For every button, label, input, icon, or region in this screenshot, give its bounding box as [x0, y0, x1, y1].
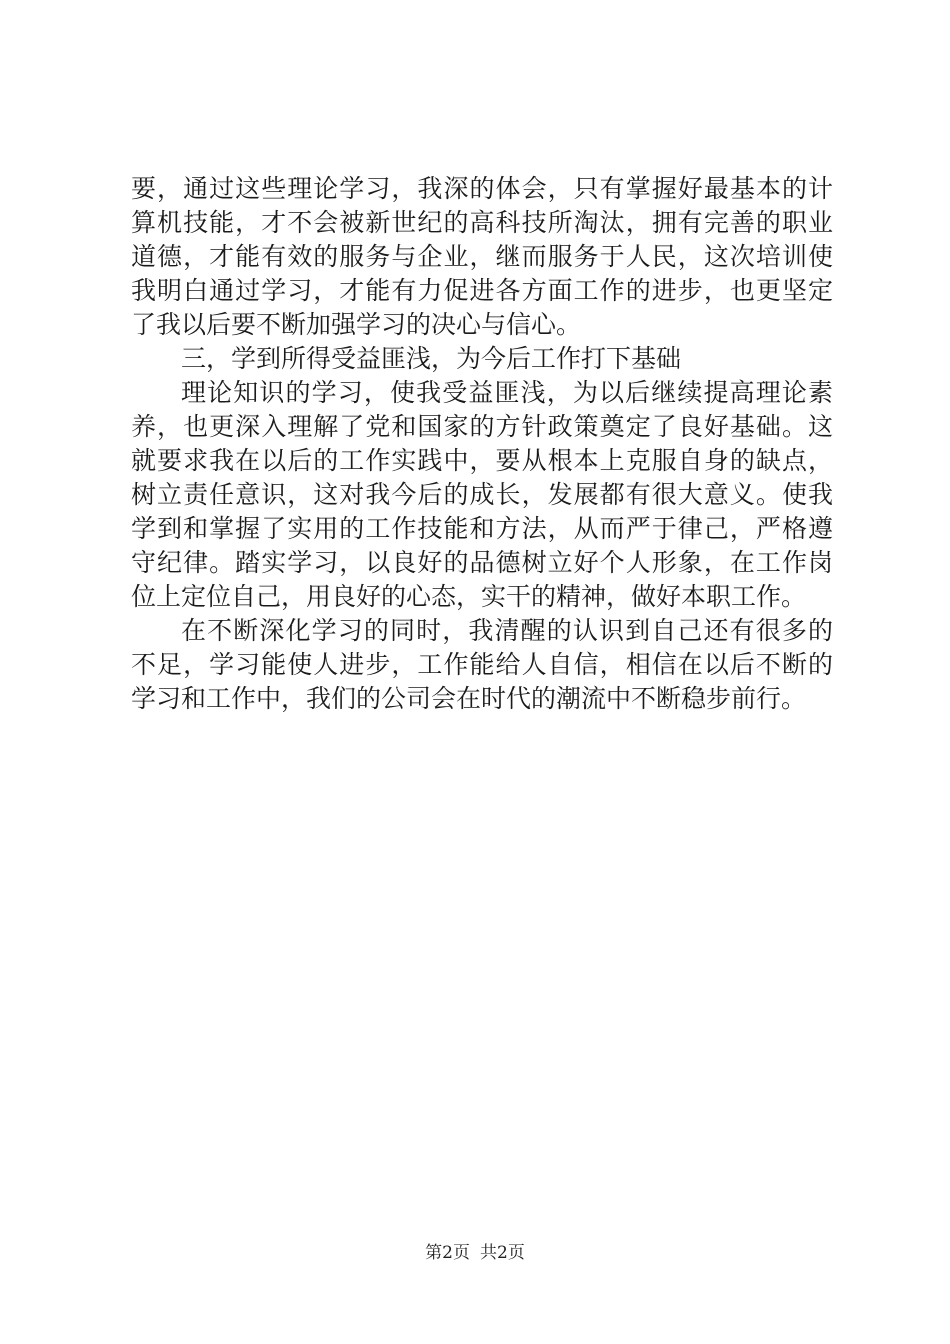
page-total: 共2页 [480, 1243, 525, 1263]
text-line: 要，通过这些理论学习，我深的体会，只有掌握好最基本的计 [131, 174, 833, 203]
text-line: 了我以后要不断加强学习的决心与信心。 [131, 310, 582, 339]
page-number: 第2页 [425, 1243, 470, 1263]
text-line: 就要求我在以后的工作实践中，要从根本上克服自身的缺点， [131, 446, 833, 475]
text-line: 守纪律。踏实学习，以良好的品德树立好个人形象，在工作岗 [131, 548, 833, 577]
paragraph-conclusion [131, 614, 833, 716]
paragraph-continuation [131, 172, 833, 342]
text-line: 位上定位自己，用良好的心态，实干的精神，做好本职工作。 [131, 582, 807, 611]
text-line: 树立责任意识，这对我今后的成长，发展都有很大意义。使我 [131, 480, 833, 509]
section-heading [131, 342, 833, 376]
text-line: 在不断深化学习的同时，我清醒的认识到自己还有很多的 [181, 616, 833, 645]
text-line: 我明白通过学习，才能有力促进各方面工作的进步，也更坚定 [131, 276, 833, 305]
text-line: 学到和掌握了实用的工作技能和方法，从而严于律己，严格遵 [131, 514, 833, 543]
section-heading-text: 三，学到所得受益匪浅，为今后工作打下基础 [181, 344, 682, 373]
page-footer [0, 1242, 950, 1264]
text-line: 不足，学习能使人进步，工作能给人自信，相信在以后不断的 [131, 650, 833, 679]
text-line: 理论知识的学习，使我受益匪浅，为以后继续提高理论素 [181, 378, 833, 407]
text-line: 学习和工作中，我们的公司会在时代的潮流中不断稳步前行。 [131, 684, 807, 713]
document-body [131, 172, 833, 716]
paragraph-theory-study [131, 376, 833, 614]
text-line: 养，也更深入理解了党和国家的方针政策奠定了良好基础。这 [131, 412, 833, 441]
text-line: 算机技能，才不会被新世纪的高科技所淘汰，拥有完善的职业 [131, 208, 833, 237]
text-line: 道德，才能有效的服务与企业，继而服务于人民，这次培训使 [131, 242, 833, 271]
